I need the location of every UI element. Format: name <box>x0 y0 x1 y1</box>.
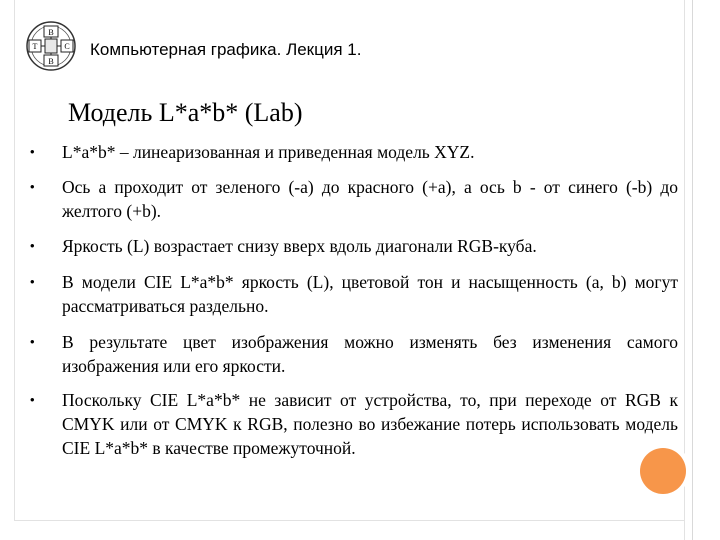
bullet-list <box>30 140 678 460</box>
slide-border-right-outer <box>692 0 693 540</box>
bullet-item <box>30 388 678 460</box>
bullet-text: В результате цвет изображения можно изменять без изменения самого изображения или его яркости. <box>62 332 678 376</box>
logo-letter-bottom: B <box>48 57 54 66</box>
slide-border-bottom <box>14 520 685 521</box>
bullet-marker: • <box>30 274 35 289</box>
logo-letter-top: B <box>48 28 54 37</box>
slide-title: Модель L*a*b* (Lab) <box>68 98 303 127</box>
bullet-item <box>30 234 678 258</box>
bullet-text: L*a*b* – линеаризованная и приведенная модель XYZ. <box>62 142 475 162</box>
bullet-marker: • <box>30 179 35 194</box>
slide-border-left <box>14 0 15 521</box>
bullet-text: Ось a проходит от зеленого (-a) до красного (+a), а ось b - от синего (-b) до желтого (+b). <box>62 177 678 221</box>
bullet-item <box>30 175 678 223</box>
logo-letter-right: C <box>64 42 70 51</box>
lecture-header: Компьютерная графика. Лекция 1. <box>90 40 362 59</box>
logo-letter-left: T <box>32 42 38 51</box>
university-emblem-icon <box>20 20 82 72</box>
bullet-text: Поскольку CIE L*a*b* не зависит от устройства, то, при переходе от RGB к CMYK или от CMYK к RGB, полезно во избежание потерь использовать модель CIE L*a*b* в качестве промежуточной. <box>62 390 678 458</box>
bullet-marker: • <box>30 144 35 159</box>
bullet-marker: • <box>30 238 35 253</box>
bullet-marker: • <box>30 392 35 407</box>
bullet-marker: • <box>30 334 35 349</box>
bullet-text: Яркость (L) возрастает снизу вверх вдоль диагонали RGB-куба. <box>62 236 537 256</box>
decorative-orange-dot <box>640 448 686 494</box>
bullet-item <box>30 330 678 378</box>
bullet-item <box>30 140 678 164</box>
bullet-item <box>30 270 678 318</box>
bullet-text: В модели CIE L*a*b* яркость (L), цветовой тон и насыщенность (a, b) могут рассматриваться раздельно. <box>62 272 678 316</box>
